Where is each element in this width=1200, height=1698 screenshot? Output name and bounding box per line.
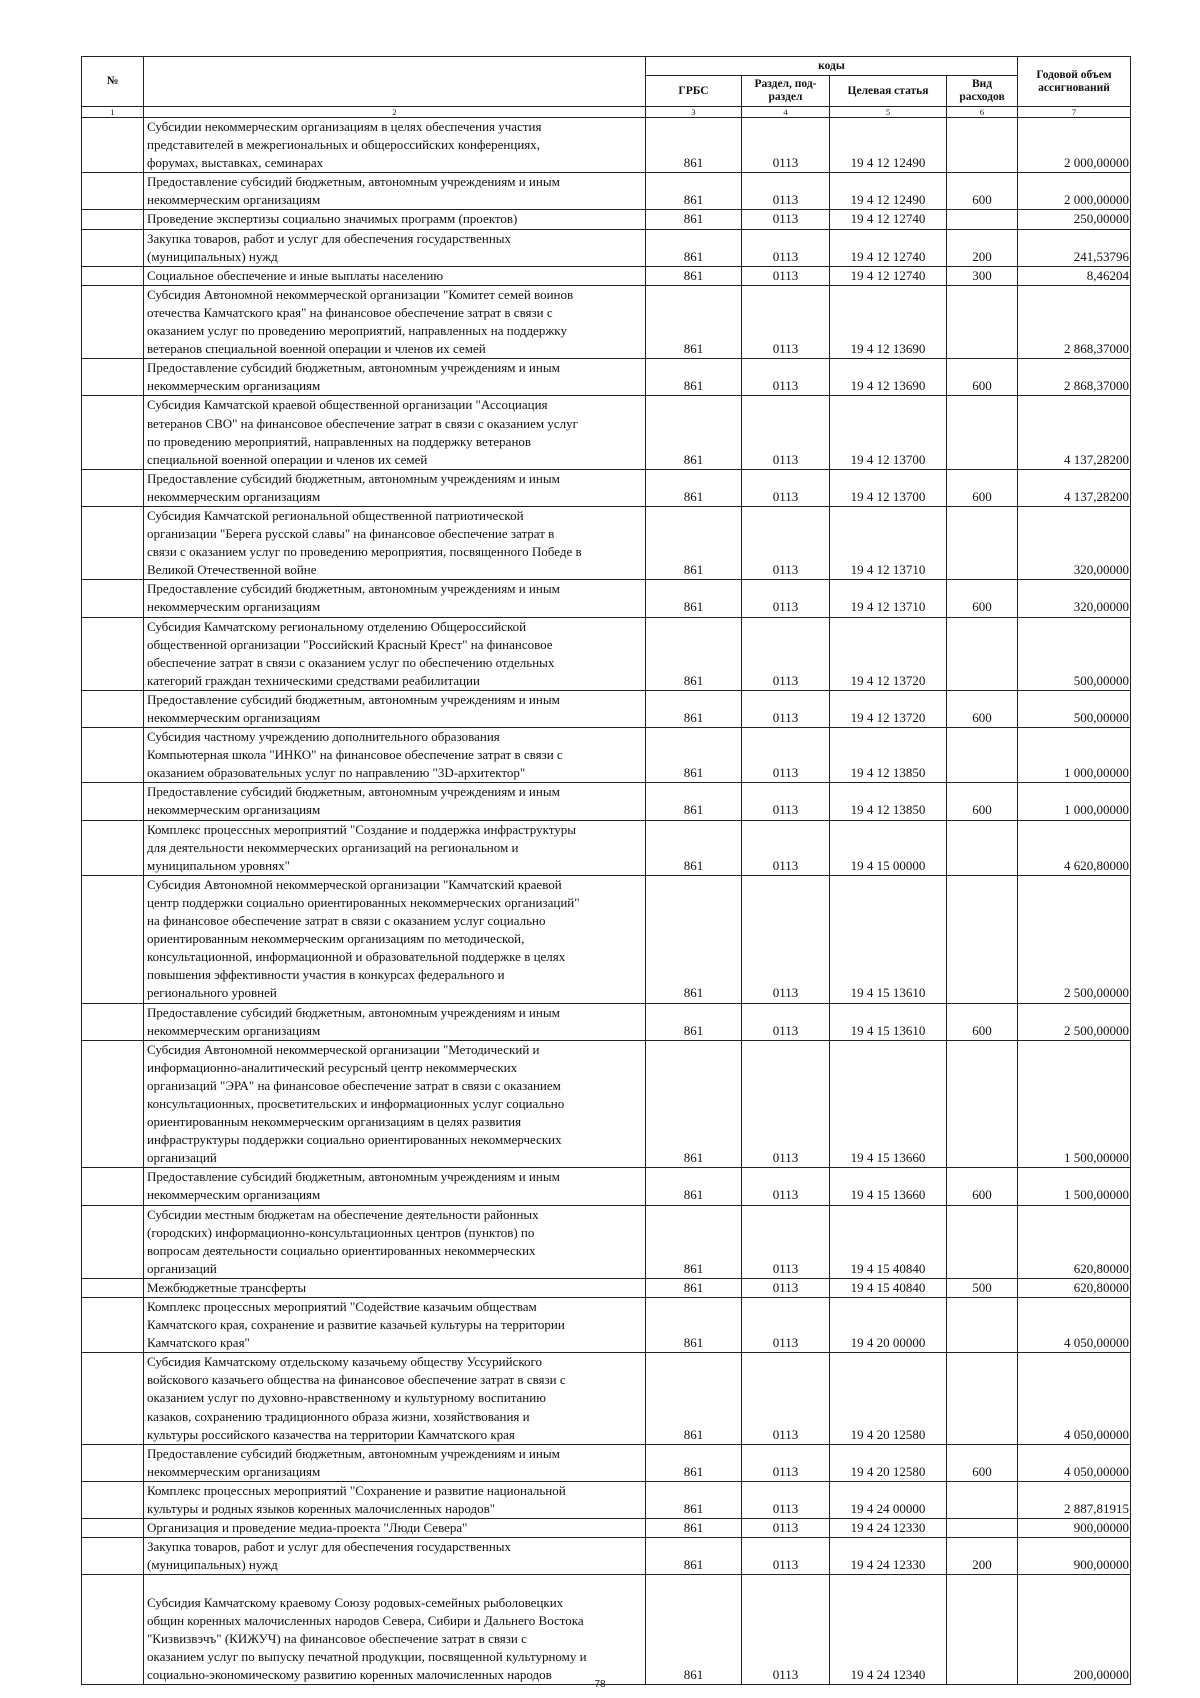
table-row [82,118,1131,173]
row-name-cell: Комплекс процессных мероприятий "Создание и поддержка инфраструктуры для деятельности некоммерческих организаций на региональном и муниципальном уровнях" [144,820,646,875]
table-row [82,783,1131,820]
row-target-article-cell: 19 4 15 13610 [830,875,947,1003]
row-target-article-cell: 19 4 12 12490 [830,118,947,173]
table-row [82,359,1131,396]
row-expense-type-cell: 600 [947,783,1018,820]
row-amount-cell: 2 500,00000 [1018,1003,1131,1040]
row-name-cell: Субсидия Камчатскому краевому Союзу родовых-семейных рыболовецких общин коренных малочисленных народов Севера, Сибири и Дальнего Востока "Кизвизвэчъ" (КИЖУЧ) на финансовое обеспечение затрат в связи с оказанием услуг по выпуску печатной продукции, посвященной культурному и социально-экономическому развитию коренных малочисленных народов [144,1575,646,1685]
row-expense-type-cell: 600 [947,580,1018,617]
row-number-cell [82,359,144,396]
row-target-article-cell: 19 4 15 13660 [830,1040,947,1168]
row-expense-type-cell [947,875,1018,1003]
row-expense-type-cell: 500 [947,1278,1018,1297]
table-row [82,1538,1131,1575]
row-amount-cell: 241,53796 [1018,229,1131,266]
row-name-cell: Субсидия Автономной некоммерческой организации "Комитет семей воинов отечества Камчатского края" на финансовое обеспечение затрат в связи с оказанием услуг по проведению мероприятий, направленных на поддержку ветеранов специальной военной операции и членов их семей [144,285,646,358]
row-expense-type-cell: 200 [947,229,1018,266]
row-name-cell: Субсидии некоммерческим организациям в целях обеспечения участия представителей в межрегиональных и общероссийских конференциях, форумах, выставках, семинарах [144,118,646,173]
table-row [82,690,1131,727]
row-target-article-cell: 19 4 15 40840 [830,1278,947,1297]
row-name-cell: Субсидия Автономной некоммерческой организации "Камчатский краевой центр поддержки социально ориентированных некоммерческих организаций" на финансовое обеспечение затрат в связи с оказанием услуг социально ориентированным некоммерческим организациям по методической, консультационной, информационной и образовательной поддержке в целях повышения эффективности участия в конкурсах федерального и регионального уровней [144,875,646,1003]
row-target-article-cell: 19 4 20 00000 [830,1298,947,1353]
row-razdel-cell: 0113 [742,1040,830,1168]
row-grbs-cell: 861 [646,173,742,210]
row-number-cell [82,1278,144,1297]
row-grbs-cell: 861 [646,820,742,875]
row-target-article-cell: 19 4 12 13690 [830,359,947,396]
row-grbs-cell: 861 [646,1481,742,1518]
row-grbs-cell: 861 [646,118,742,173]
row-name-cell: Предоставление субсидий бюджетным, автономным учреждениям и иным некоммерческим организациям [144,173,646,210]
row-amount-cell: 250,00000 [1018,210,1131,229]
row-expense-type-cell: 200 [947,1538,1018,1575]
row-expense-type-cell [947,820,1018,875]
row-target-article-cell: 19 4 12 13720 [830,617,947,690]
row-amount-cell: 500,00000 [1018,690,1131,727]
row-target-article-cell: 19 4 24 12330 [830,1519,947,1538]
row-number-cell [82,266,144,285]
row-grbs-cell: 861 [646,1538,742,1575]
row-expense-type-cell: 600 [947,359,1018,396]
table-row [82,285,1131,358]
row-expense-type-cell [947,1575,1018,1685]
row-name-cell: Субсидия Камчатскому отдельскому казачьему обществу Уссурийского войскового казачьего общества на финансовое обеспечение затрат в связи с оказанием услуг по духовно-нравственному и культурному воспитанию казаков, сохранению традиционного образа жизни, хозяйствования и культуры российского казачества на территории Камчатского края [144,1353,646,1444]
row-razdel-cell: 0113 [742,1168,830,1205]
row-amount-cell: 4 050,00000 [1018,1353,1131,1444]
row-grbs-cell: 861 [646,690,742,727]
row-target-article-cell: 19 4 24 00000 [830,1481,947,1518]
row-razdel-cell: 0113 [742,469,830,506]
row-grbs-cell: 861 [646,728,742,783]
row-amount-cell: 2 868,37000 [1018,359,1131,396]
row-razdel-cell: 0113 [742,266,830,285]
table-row [82,469,1131,506]
row-grbs-cell: 861 [646,1353,742,1444]
row-number-cell [82,173,144,210]
row-name-cell: Предоставление субсидий бюджетным, автономным учреждениям и иным некоммерческим организациям [144,690,646,727]
row-razdel-cell: 0113 [742,1519,830,1538]
row-name-cell: Субсидия Камчатской региональной общественной патриотической организации "Берега русской славы" на финансовое обеспечение затрат в связи с оказанием услуг по проведению мероприятия, посвященного Победе в Великой Отечественной войне [144,506,646,579]
row-razdel-cell: 0113 [742,690,830,727]
table-row [82,1481,1131,1518]
row-target-article-cell: 19 4 12 13690 [830,285,947,358]
header-index: 7 [1018,107,1131,118]
row-expense-type-cell [947,1519,1018,1538]
row-razdel-cell: 0113 [742,118,830,173]
row-name-cell: Предоставление субсидий бюджетным, автономным учреждениям и иным некоммерческим организациям [144,1003,646,1040]
budget-table-container [81,56,1131,1685]
row-number-cell [82,229,144,266]
row-number-cell [82,1298,144,1353]
row-expense-type-cell: 600 [947,173,1018,210]
row-name-cell: Субсидия Камчатской краевой общественной организации "Ассоциация ветеранов СВО" на финансовое обеспечение затрат в связи с оказанием услуг по проведению мероприятий, направленных на поддержку ветеранов специальной военной операции и членов их семей [144,396,646,469]
row-expense-type-cell [947,396,1018,469]
table-row [82,1003,1131,1040]
row-amount-cell: 8,46204 [1018,266,1131,285]
row-target-article-cell: 19 4 12 13700 [830,396,947,469]
header-index: 6 [947,107,1018,118]
header-index: 2 [144,107,646,118]
header-index: 1 [82,107,144,118]
row-razdel-cell: 0113 [742,506,830,579]
row-number-cell [82,118,144,173]
row-target-article-cell: 19 4 12 13710 [830,580,947,617]
row-expense-type-cell: 600 [947,469,1018,506]
row-amount-cell: 1 500,00000 [1018,1040,1131,1168]
row-name-cell: Предоставление субсидий бюджетным, автономным учреждениям и иным некоммерческим организациям [144,783,646,820]
row-expense-type-cell [947,1353,1018,1444]
row-expense-type-cell: 600 [947,690,1018,727]
row-name-cell: Субсидии местным бюджетам на обеспечение деятельности районных (городских) информационно-консультационных центров (пунктов) по вопросам деятельности социально ориентированных некоммерческих организаций [144,1205,646,1278]
row-number-cell [82,820,144,875]
table-row [82,396,1131,469]
row-target-article-cell: 19 4 12 12740 [830,210,947,229]
header-name [144,57,646,107]
table-row [82,875,1131,1003]
row-number-cell [82,396,144,469]
row-expense-type-cell: 600 [947,1003,1018,1040]
row-grbs-cell: 861 [646,210,742,229]
row-name-cell: Межбюджетные трансферты [144,1278,646,1297]
row-grbs-cell: 861 [646,1168,742,1205]
row-expense-type-cell [947,1298,1018,1353]
row-grbs-cell: 861 [646,875,742,1003]
row-number-cell [82,1040,144,1168]
row-grbs-cell: 861 [646,1040,742,1168]
row-target-article-cell: 19 4 12 13850 [830,783,947,820]
row-expense-type-cell [947,1481,1018,1518]
row-razdel-cell: 0113 [742,783,830,820]
table-header [82,57,1131,118]
table-row [82,1519,1131,1538]
row-name-cell: Предоставление субсидий бюджетным, автономным учреждениям и иным некоммерческим организациям [144,1444,646,1481]
row-name-cell: Предоставление субсидий бюджетным, автономным учреждениям и иным некоммерческим организациям [144,469,646,506]
row-target-article-cell: 19 4 12 12740 [830,229,947,266]
row-amount-cell: 4 050,00000 [1018,1444,1131,1481]
row-name-cell: Комплекс процессных мероприятий "Сохранение и развитие национальной культуры и родных языков коренных малочисленных народов" [144,1481,646,1518]
header-index: 5 [830,107,947,118]
row-name-cell: Предоставление субсидий бюджетным, автономным учреждениям и иным некоммерческим организациям [144,359,646,396]
row-grbs-cell: 861 [646,1278,742,1297]
header-number: № [82,57,144,107]
row-number-cell [82,728,144,783]
row-razdel-cell: 0113 [742,396,830,469]
row-target-article-cell: 19 4 15 40840 [830,1205,947,1278]
table-row [82,1353,1131,1444]
row-amount-cell: 320,00000 [1018,580,1131,617]
row-amount-cell: 900,00000 [1018,1538,1131,1575]
row-amount-cell: 320,00000 [1018,506,1131,579]
row-name-cell: Предоставление субсидий бюджетным, автономным учреждениям и иным некоммерческим организациям [144,580,646,617]
row-number-cell [82,1538,144,1575]
row-razdel-cell: 0113 [742,1205,830,1278]
row-name-cell: Закупка товаров, работ и услуг для обеспечения государственных (муниципальных) нужд [144,1538,646,1575]
header-grbs: ГРБС [646,76,742,107]
row-name-cell: Субсидия Камчатскому региональному отделению Общероссийской общественной организации "Российский Красный Крест" на финансовое обеспечение затрат в связи с оказанием услуг по обеспечению отдельных категорий граждан техническими средствами реабилитации [144,617,646,690]
row-number-cell [82,469,144,506]
table-row [82,1575,1131,1685]
row-amount-cell: 620,80000 [1018,1278,1131,1297]
row-name-cell: Организация и проведение медиа-проекта "Люди Севера" [144,1519,646,1538]
page-number: 78 [594,1679,606,1690]
row-grbs-cell: 861 [646,1519,742,1538]
table-row [82,1298,1131,1353]
row-number-cell [82,617,144,690]
row-target-article-cell: 19 4 12 13720 [830,690,947,727]
row-razdel-cell: 0113 [742,617,830,690]
row-grbs-cell: 861 [646,506,742,579]
row-amount-cell: 4 137,28200 [1018,469,1131,506]
row-target-article-cell: 19 4 24 12340 [830,1575,947,1685]
row-amount-cell: 1 000,00000 [1018,783,1131,820]
row-number-cell [82,506,144,579]
row-target-article-cell: 19 4 15 13660 [830,1168,947,1205]
row-grbs-cell: 861 [646,1205,742,1278]
header-target-article: Целевая статья [830,76,947,107]
row-amount-cell: 4 137,28200 [1018,396,1131,469]
row-number-cell [82,1575,144,1685]
row-grbs-cell: 861 [646,1444,742,1481]
row-target-article-cell: 19 4 12 12490 [830,173,947,210]
row-number-cell [82,210,144,229]
row-name-cell: Закупка товаров, работ и услуг для обеспечения государственных (муниципальных) нужд [144,229,646,266]
row-target-article-cell: 19 4 12 13710 [830,506,947,579]
table-row [82,820,1131,875]
row-name-cell: Предоставление субсидий бюджетным, автономным учреждениям и иным некоммерческим организациям [144,1168,646,1205]
row-number-cell [82,1003,144,1040]
table-row [82,1168,1131,1205]
row-expense-type-cell [947,1205,1018,1278]
table-row [82,1205,1131,1278]
row-expense-type-cell: 600 [947,1168,1018,1205]
row-razdel-cell: 0113 [742,1444,830,1481]
table-row [82,1040,1131,1168]
budget-table [81,56,1131,1685]
row-razdel-cell: 0113 [742,1298,830,1353]
row-grbs-cell: 861 [646,1003,742,1040]
table-row [82,1278,1131,1297]
header-codes: коды [646,57,1018,76]
row-grbs-cell: 861 [646,285,742,358]
row-target-article-cell: 19 4 15 00000 [830,820,947,875]
row-number-cell [82,1353,144,1444]
row-number-cell [82,1519,144,1538]
row-amount-cell: 2 000,00000 [1018,173,1131,210]
row-expense-type-cell [947,617,1018,690]
row-target-article-cell: 19 4 15 13610 [830,1003,947,1040]
row-amount-cell: 2 887,81915 [1018,1481,1131,1518]
row-razdel-cell: 0113 [742,229,830,266]
row-target-article-cell: 19 4 20 12580 [830,1444,947,1481]
row-number-cell [82,580,144,617]
row-number-cell [82,783,144,820]
row-target-article-cell: 19 4 12 12740 [830,266,947,285]
row-grbs-cell: 861 [646,396,742,469]
row-grbs-cell: 861 [646,783,742,820]
row-razdel-cell: 0113 [742,580,830,617]
table-row [82,173,1131,210]
row-amount-cell: 620,80000 [1018,1205,1131,1278]
row-razdel-cell: 0113 [742,173,830,210]
row-expense-type-cell: 600 [947,1444,1018,1481]
table-row [82,728,1131,783]
table-body [82,118,1131,1685]
row-amount-cell: 200,00000 [1018,1575,1131,1685]
row-grbs-cell: 861 [646,469,742,506]
row-name-cell: Проведение экспертизы социально значимых программ (проектов) [144,210,646,229]
row-grbs-cell: 861 [646,359,742,396]
row-razdel-cell: 0113 [742,1278,830,1297]
row-expense-type-cell: 300 [947,266,1018,285]
table-row [82,229,1131,266]
table-row [82,506,1131,579]
row-expense-type-cell [947,1040,1018,1168]
row-number-cell [82,1481,144,1518]
row-razdel-cell: 0113 [742,1575,830,1685]
row-target-article-cell: 19 4 12 13700 [830,469,947,506]
row-razdel-cell: 0113 [742,285,830,358]
header-index: 4 [742,107,830,118]
row-razdel-cell: 0113 [742,728,830,783]
row-number-cell [82,1168,144,1205]
row-expense-type-cell [947,728,1018,783]
row-grbs-cell: 861 [646,229,742,266]
row-amount-cell: 900,00000 [1018,1519,1131,1538]
row-expense-type-cell [947,210,1018,229]
row-amount-cell: 500,00000 [1018,617,1131,690]
row-number-cell [82,285,144,358]
table-row [82,266,1131,285]
row-razdel-cell: 0113 [742,1353,830,1444]
header-expense-type: Вид расходов [947,76,1018,107]
table-row [82,210,1131,229]
row-target-article-cell: 19 4 12 13850 [830,728,947,783]
row-target-article-cell: 19 4 24 12330 [830,1538,947,1575]
row-amount-cell: 4 050,00000 [1018,1298,1131,1353]
table-row [82,580,1131,617]
row-amount-cell: 1 500,00000 [1018,1168,1131,1205]
header-index: 3 [646,107,742,118]
row-grbs-cell: 861 [646,1575,742,1685]
row-name-cell: Комплекс процессных мероприятий "Содействие казачьим обществам Камчатского края, сохранение и развитие казачьей культуры на территории Камчатского края" [144,1298,646,1353]
row-name-cell: Социальное обеспечение и иные выплаты населению [144,266,646,285]
row-number-cell [82,1205,144,1278]
row-grbs-cell: 861 [646,266,742,285]
row-razdel-cell: 0113 [742,820,830,875]
row-amount-cell: 1 000,00000 [1018,728,1131,783]
row-amount-cell: 2 868,37000 [1018,285,1131,358]
row-name-cell: Субсидия Автономной некоммерческой организации "Методический и информационно-аналитический ресурсный центр некоммерческих организаций "ЭРА" на финансовое обеспечение затрат в связи с оказанием консультационных, просветительских и информационных услуг социально ориентированным некоммерческим организациям в целях развития инфраструктуры поддержки социально ориентированных некоммерческих организаций [144,1040,646,1168]
row-razdel-cell: 0113 [742,1003,830,1040]
row-expense-type-cell [947,118,1018,173]
row-razdel-cell: 0113 [742,210,830,229]
row-amount-cell: 2 500,00000 [1018,875,1131,1003]
row-razdel-cell: 0113 [742,359,830,396]
row-grbs-cell: 861 [646,580,742,617]
row-amount-cell: 2 000,00000 [1018,118,1131,173]
row-number-cell [82,1444,144,1481]
row-name-cell: Субсидия частному учреждению дополнительного образования Компьютерная школа "ИНКО" на финансовое обеспечение затрат в связи с оказанием образовательных услуг по направлению "3D-архитектор" [144,728,646,783]
row-razdel-cell: 0113 [742,875,830,1003]
row-number-cell [82,875,144,1003]
header-annual-volume: Годовой объем ассигнований [1018,57,1131,107]
header-razdel: Раздел, под-раздел [742,76,830,107]
row-grbs-cell: 861 [646,1298,742,1353]
table-row [82,1444,1131,1481]
row-number-cell [82,690,144,727]
row-grbs-cell: 861 [646,617,742,690]
table-row [82,617,1131,690]
row-razdel-cell: 0113 [742,1481,830,1518]
row-target-article-cell: 19 4 20 12580 [830,1353,947,1444]
row-razdel-cell: 0113 [742,1538,830,1575]
row-expense-type-cell [947,506,1018,579]
row-expense-type-cell [947,285,1018,358]
row-amount-cell: 4 620,80000 [1018,820,1131,875]
